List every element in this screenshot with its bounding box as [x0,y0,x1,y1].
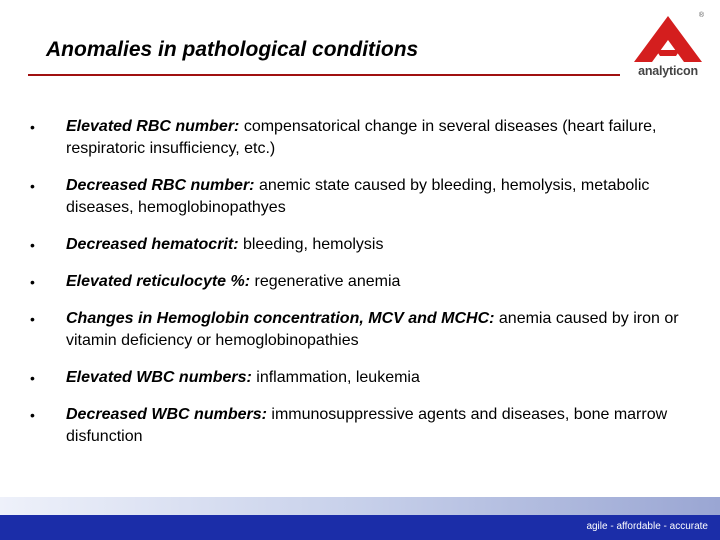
bullet-text: immunosuppressive agents and diseases, bone marrow disfunction [66,406,668,445]
title-underline [28,74,620,76]
bullet-dot: • [30,237,35,253]
bullet-lead: Elevated WBC numbers: [66,369,252,386]
footer-bar [0,515,720,540]
logo-a-icon [632,14,704,64]
bullet-dot: • [30,407,35,423]
footer-gradient-strip [0,497,720,515]
bullet-text: regenerative anemia [250,273,401,290]
bullet-lead: Elevated RBC number: [66,118,240,135]
logo-wordmark: analyticon [638,64,698,78]
list-item [30,175,690,219]
bullet-dot: • [30,178,35,194]
list-item [30,116,690,160]
bullet-dot: • [30,370,35,386]
footer-tagline: agile - affordable - accurate [586,521,708,532]
bullet-text: anemia caused by iron or vitamin deficiency or hemoglobinopathies [66,310,679,349]
analyticon-logo [628,8,708,84]
list-item [30,234,690,256]
list-item [30,404,690,448]
bullet-text: inflammation, leukemia [251,369,420,386]
bullet-list [30,116,690,463]
bullet-dot: • [30,119,35,135]
bullet-lead: Decreased WBC numbers: [66,406,267,423]
bullet-lead: Changes in Hemoglobin concentration, MCV and MCHC: [66,310,495,327]
bullet-lead: Decreased RBC number: [66,177,255,194]
registered-mark: ® [698,12,704,19]
slide-title: Anomalies in pathological conditions [46,38,419,61]
bullet-text: compensatorical change in several diseases (heart failure, respiratoric insufficiency, etc.) [66,118,657,157]
bullet-text: bleeding, hemolysis [238,236,384,253]
list-item [30,271,690,293]
bullet-text: anemic state caused by bleeding, hemolysis, metabolic diseases, hemoglobinopathyes [66,177,650,216]
bullet-dot: • [30,311,35,327]
list-item [30,308,690,352]
bullet-lead: Decreased hematocrit: [66,236,239,253]
bullet-lead: Elevated reticulocyte %: [66,273,251,290]
list-item [30,367,690,389]
bullet-dot: • [30,274,35,290]
